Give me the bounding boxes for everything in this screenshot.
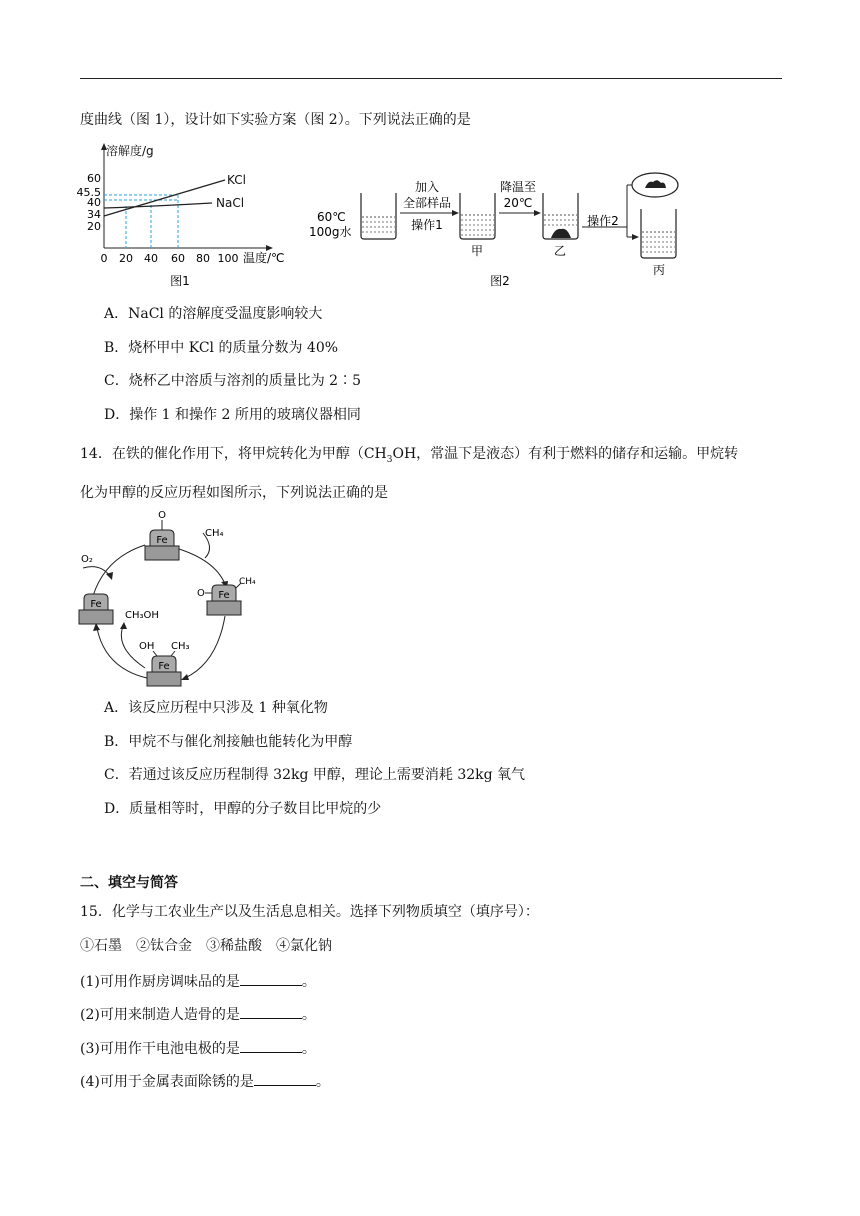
step2-temp: 20℃: [503, 196, 533, 210]
start-water: 100g水: [309, 225, 352, 239]
label-bing: 丙: [652, 263, 666, 277]
q15-item: (1)可用作厨房调味品的是 。: [80, 971, 316, 991]
kcl-label: KCl: [227, 173, 246, 187]
q14-option-c: C．若通过该反应历程制得 32kg 甲醇，理论上需要消耗 32kg 氧气: [104, 767, 526, 783]
label-yi: 乙: [553, 244, 567, 258]
xtick: 60: [171, 252, 185, 265]
beaker-start: [361, 193, 396, 239]
svg-text:CH₄: CH₄: [239, 577, 256, 587]
fig2-caption: 图2: [490, 274, 510, 288]
header-rule: [80, 78, 782, 79]
svg-text:O: O: [158, 510, 166, 521]
beaker-jia: [460, 193, 495, 239]
q13-intro: 度曲线（图 1），设计如下实验方案（图 2）。下列说法正确的是: [80, 112, 471, 128]
svg-text:CH₃: CH₃: [171, 641, 190, 652]
svg-text:Fe: Fe: [156, 535, 168, 546]
xtick: 80: [196, 252, 210, 265]
beaker-yi: [543, 193, 578, 239]
section-title: 二、填空与简答: [80, 875, 178, 891]
q13-option-d: D．操作 1 和操作 2 所用的玻璃仪器相同: [104, 407, 361, 423]
q14-stem-line2: 化为甲醇的反应历程如图所示，下列说法正确的是: [80, 485, 388, 501]
fig1-caption: 图1: [170, 274, 190, 288]
fe-o-complex: [145, 510, 179, 560]
answer-blank[interactable]: [254, 1071, 316, 1086]
beaker-bing: [641, 209, 676, 258]
step1-add: 加入: [414, 180, 440, 194]
svg-text:OH: OH: [139, 641, 155, 652]
fe-bare-complex: [79, 594, 113, 624]
fig2-experiment-diagram: [305, 165, 690, 290]
q13-option-c: C．烧杯乙中溶质与溶剂的质量比为 2∶5: [104, 373, 361, 389]
svg-text:Fe: Fe: [90, 599, 102, 610]
svg-text:Fe: Fe: [158, 661, 170, 672]
catalytic-cycle-diagram: [75, 508, 275, 693]
q15-choices: ①石墨 ②钛合金 ③稀盐酸 ④氯化钠: [80, 938, 332, 954]
q13-option-a: A．NaCl 的溶解度受温度影响较大: [104, 306, 323, 322]
q15-item: (2)可用来制造人造骨的是 。: [80, 1004, 316, 1024]
xtick: 20: [119, 252, 133, 265]
q15-item: (3)可用作干电池电极的是 。: [80, 1038, 316, 1058]
q13-option-b: B．烧杯甲中 KCl 的质量分数为 40%: [104, 340, 339, 356]
q14-stem-part1: 14．在铁的催化作用下，将甲烷转化为甲醇（: [80, 446, 364, 462]
step1-sample: 全部样品: [402, 196, 452, 210]
q14-option-d: D．质量相等时，甲醇的分子数目比甲烷的少: [104, 801, 382, 817]
q15-item: (4)可用于金属表面除锈的是 。: [80, 1071, 330, 1091]
q14-option-a: A．该反应历程中只涉及 1 种氧化物: [104, 700, 328, 716]
step2-cool: 降温至: [499, 180, 537, 194]
ytick: 20: [87, 220, 101, 233]
formula-ch3oh: $CH_3OH$: [363, 446, 417, 465]
step1-op: 操作1: [411, 218, 443, 232]
kcl-curve: [104, 180, 225, 216]
nacl-curve: [104, 203, 212, 208]
fig1-solubility-chart: [76, 140, 310, 290]
xtick: 40: [144, 252, 158, 265]
fig1-ylabel: 溶解度/g: [106, 144, 154, 158]
q14-stem-line1: [80, 445, 738, 469]
xtick: 0: [100, 252, 108, 265]
fig1-xlabel: 温度/℃: [243, 251, 285, 265]
o2-label: O₂: [81, 554, 93, 565]
svg-text:Fe: Fe: [218, 590, 230, 601]
nacl-label: NaCl: [216, 196, 245, 210]
step3-op: 操作2: [587, 214, 619, 228]
ch4-in-label: CH₄: [205, 528, 224, 539]
ytick: 34: [87, 208, 101, 221]
start-temp: 60℃: [317, 210, 346, 224]
answer-blank[interactable]: [240, 971, 302, 986]
q14-option-b: B．甲烷不与催化剂接触也能转化为甲醇: [104, 734, 353, 750]
svg-text:O: O: [197, 588, 205, 599]
ytick: 45.5: [76, 186, 101, 199]
ytick: 60: [87, 172, 101, 185]
label-jia: 甲: [470, 244, 484, 258]
q14-stem-part2: ，常温下是液态）有利于燃料的储存和运输。甲烷转: [416, 446, 739, 462]
xtick: 100: [217, 252, 239, 265]
ytick: 40: [87, 196, 101, 209]
q15-stem: 15．化学与工农业生产以及生活息息相关。选择下列物质填空（填序号）：: [80, 904, 539, 920]
ch3oh-label: CH₃OH: [125, 610, 159, 621]
answer-blank[interactable]: [240, 1004, 302, 1019]
answer-blank[interactable]: [240, 1038, 302, 1053]
